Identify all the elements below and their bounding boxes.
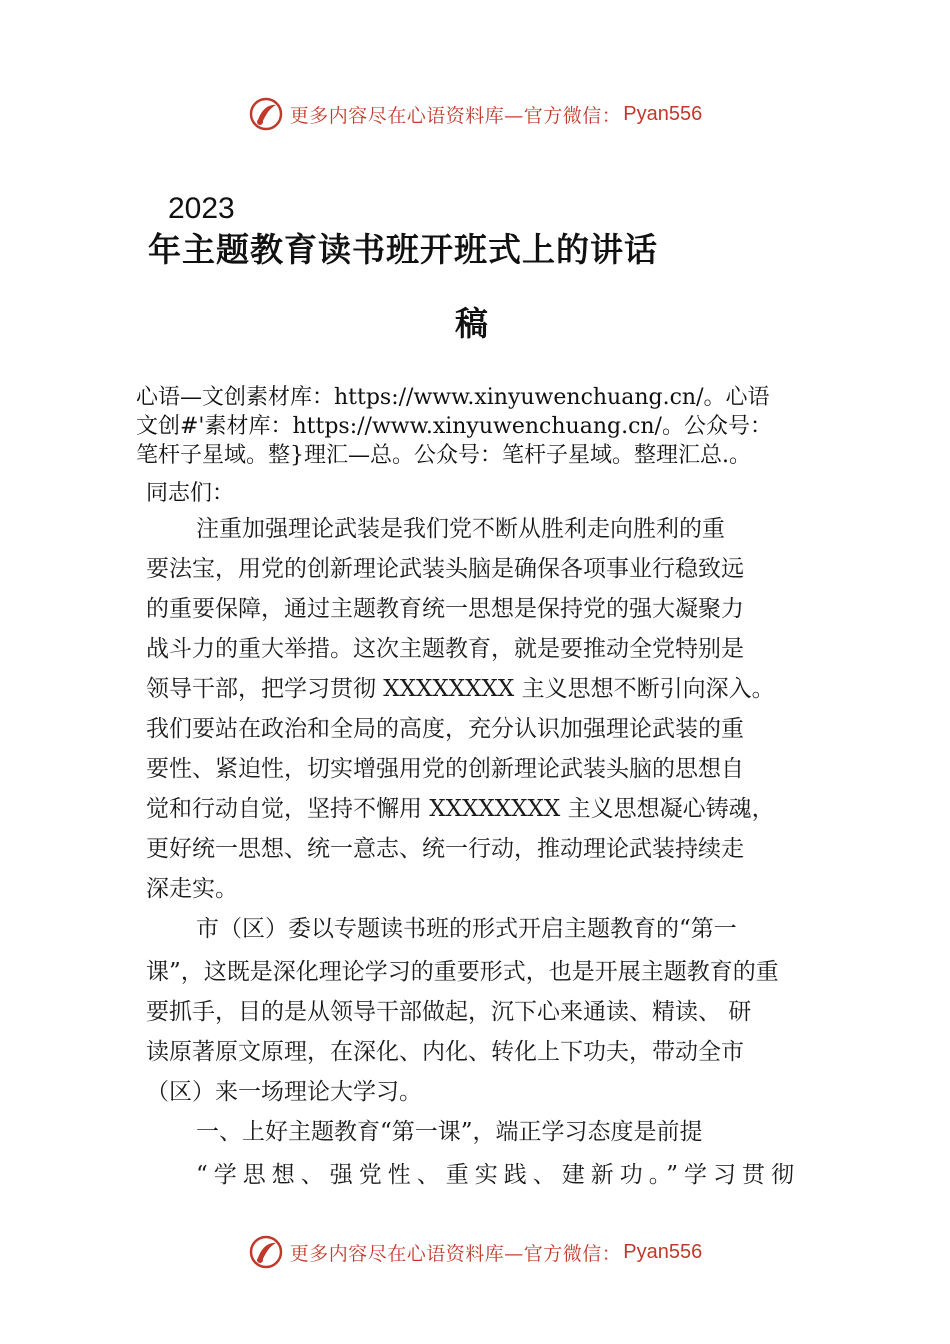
body-line: 领导干部，把学习贯彻 XXXXXXXX 主义思想不断引向深入。 [146, 676, 775, 702]
banner-text: 更多内容尽在心语资料库—官方微信： [289, 104, 622, 127]
meta-line: 文创#'素材库：https://www.xinyuwenchuang.cn/。公众号： [136, 414, 772, 439]
brush-logo-icon [248, 1234, 284, 1270]
body-line: 的重要保障，通过主题教育统一思想是保持党的强大凝聚力 [146, 596, 744, 622]
page-title: 年主题教育读书班开班式上的讲话 [148, 230, 658, 269]
banner-wechat-id: Pyan556 [623, 1240, 703, 1263]
body-line: 要性、紧迫性，切实增强用党的创新理论武装头脑的思想自 [146, 756, 744, 782]
body-line: 深走实。 [146, 876, 238, 902]
greeting: 同志们： [146, 481, 235, 506]
body-line: 读原著原文原理，在深化、内化、转化上下功夫，带动全市 [146, 1039, 744, 1065]
body-line: 要抓手，目的是从领导干部做起，沉下心来通读、精读、 研 [146, 999, 752, 1025]
body-line: 更好统一思想、统一意志、统一行动，推动理论武装持续走 [146, 836, 744, 862]
header-watermark-banner [0, 94, 950, 134]
banner-wechat-id: Pyan556 [623, 102, 703, 125]
body-line: “学思想、强党性、重实践、建新功。”学习贯彻 [196, 1162, 801, 1188]
meta-line: 笔杆子星域。整}理汇—总。公众号：笔杆子星域。整理汇总.。 [136, 443, 751, 468]
body-line: 注重加强理论武装是我们党不断从胜利走向胜利的重 [196, 516, 725, 542]
body-line: 课”，这既是深化理论学习的重要形式，也是开展主题教育的重 [146, 959, 779, 985]
body-line: 要法宝，用党的创新理论武装头脑是确保各项事业行稳致远 [146, 556, 744, 582]
body-line: 市（区）委以专题读书班的形式开启主题教育的“第一 [196, 916, 737, 942]
footer-watermark-banner [0, 1232, 950, 1272]
body-line: 战斗力的重大举措。这次主题教育，就是要推动全党特别是 [146, 636, 744, 662]
brush-logo-icon [248, 96, 284, 132]
section-heading: 一、上好主题教育“第一课”，端正学习态度是前提 [196, 1119, 703, 1145]
banner-text: 更多内容尽在心语资料库—官方微信： [289, 1242, 622, 1265]
meta-line: 心语—文创素材库：https://www.xinyuwenchuang.cn/。心语 [136, 385, 770, 410]
body-line: （区）来一场理论大学习。 [146, 1079, 422, 1105]
body-line: 我们要站在政治和全局的高度，充分认识加强理论武装的重 [146, 716, 744, 742]
body-line: 觉和行动自觉，坚持不懈用 XXXXXXXX 主义思想凝心铸魂， [146, 796, 775, 822]
page-title-tail: 稿 [455, 304, 488, 343]
title-year: 2023 [168, 192, 235, 225]
